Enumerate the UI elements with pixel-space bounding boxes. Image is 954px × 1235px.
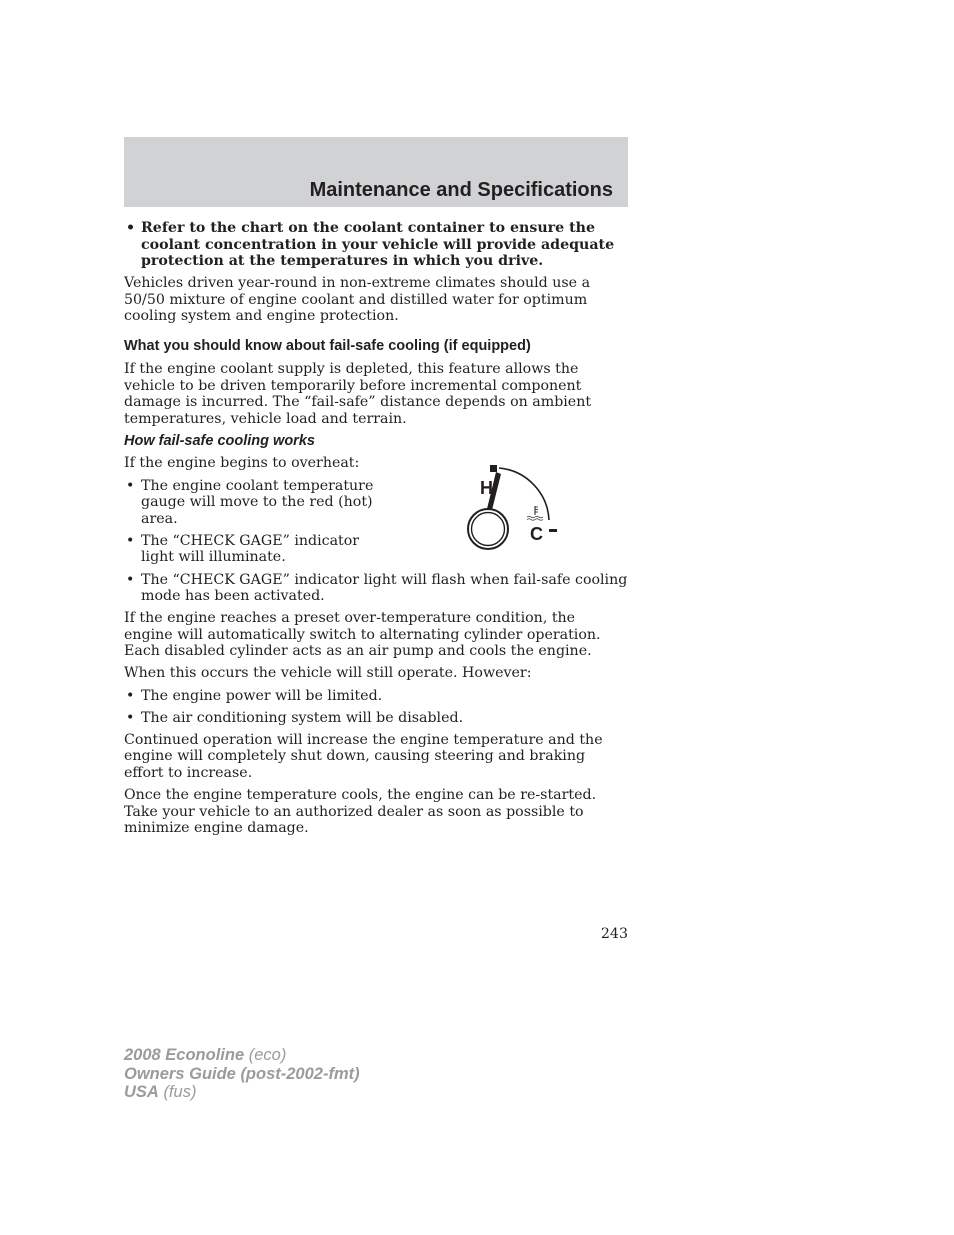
footer-market: USA [124, 1083, 159, 1101]
restart-paragraph: Once the engine temperature cools, the engine can be re-started. Take your vehicle to an authorized dealer as soon as possible to minimize engine damage. [124, 787, 597, 837]
footer-model: 2008 Econoline [124, 1046, 245, 1064]
shutdown-paragraph: Continued operation will increase the engine temperature and the engine will completely shut down, causing steering and braking effort to increase. [124, 731, 603, 781]
hot-marker [490, 465, 497, 472]
overheat-bullet-illuminate: • The “CHECK GAGE” indicator light will illuminate. [124, 533, 391, 566]
coolant-chart-bullet: • Refer to the chart on the coolant container to ensure the coolant concentration in your vehicle will provide adequate protection at the temperatures in which you drive. [124, 220, 628, 270]
coolant-mixture-paragraph: Vehicles driven year-round in non-extreme climates should use a 50/50 mixture of engine coolant and distilled water for optimum cooling system and engine protection. [124, 275, 591, 325]
footer-line-model [124, 1046, 360, 1065]
cold-label: C [530, 524, 543, 544]
gauge-scale-arc [499, 468, 549, 520]
how-failsafe-heading: How fail-safe cooling works [124, 433, 315, 450]
footer-line-market [124, 1083, 360, 1102]
footer-model-code: (eco) [248, 1046, 287, 1064]
failsafe-heading: What you should know about fail-safe cooling (if equipped) [124, 338, 531, 355]
temperature-gauge-illustration [460, 462, 570, 558]
cold-marker [549, 529, 557, 532]
section-header-band [124, 137, 628, 207]
footer-guide: Owners Guide (post-2002-fmt) [124, 1064, 360, 1083]
gauge-pivot-inner [472, 513, 505, 546]
coolant-temperature-icon [527, 506, 543, 520]
cylinder-operation-paragraph: If the engine reaches a preset over-temperature condition, the engine will automatically switch to alternating cylinder operation. Each disabled cylinder acts as an air pump and cools the engine. [124, 610, 601, 660]
temperature-gauge-svg [460, 462, 570, 558]
hot-label: H [480, 478, 493, 498]
document-footer [124, 1046, 360, 1102]
ac-disabled-bullet: • The air conditioning system will be disabled. [124, 710, 628, 727]
power-limited-bullet: • The engine power will be limited. [124, 688, 628, 705]
page-number: 243 [600, 926, 628, 942]
section-title: Maintenance and Specifications [309, 179, 613, 201]
overheat-bullet-flash: • The “CHECK GAGE” indicator light will flash when fail-safe cooling mode has been activated. [124, 572, 628, 605]
overheat-bullet-gauge: • The engine coolant temperature gauge will move to the red (hot) area. [124, 478, 391, 528]
failsafe-paragraph: If the engine coolant supply is depleted, this feature allows the vehicle to be driven temporarily before incremental component damage is incurred. The “fail-safe” distance depends on ambient temperatures, vehicle load and terrain. [124, 361, 592, 427]
footer-market-code: (fus) [163, 1083, 197, 1101]
overheat-lead: If the engine begins to overheat: [124, 455, 360, 472]
still-operate-paragraph: When this occurs the vehicle will still operate. However: [124, 665, 532, 682]
